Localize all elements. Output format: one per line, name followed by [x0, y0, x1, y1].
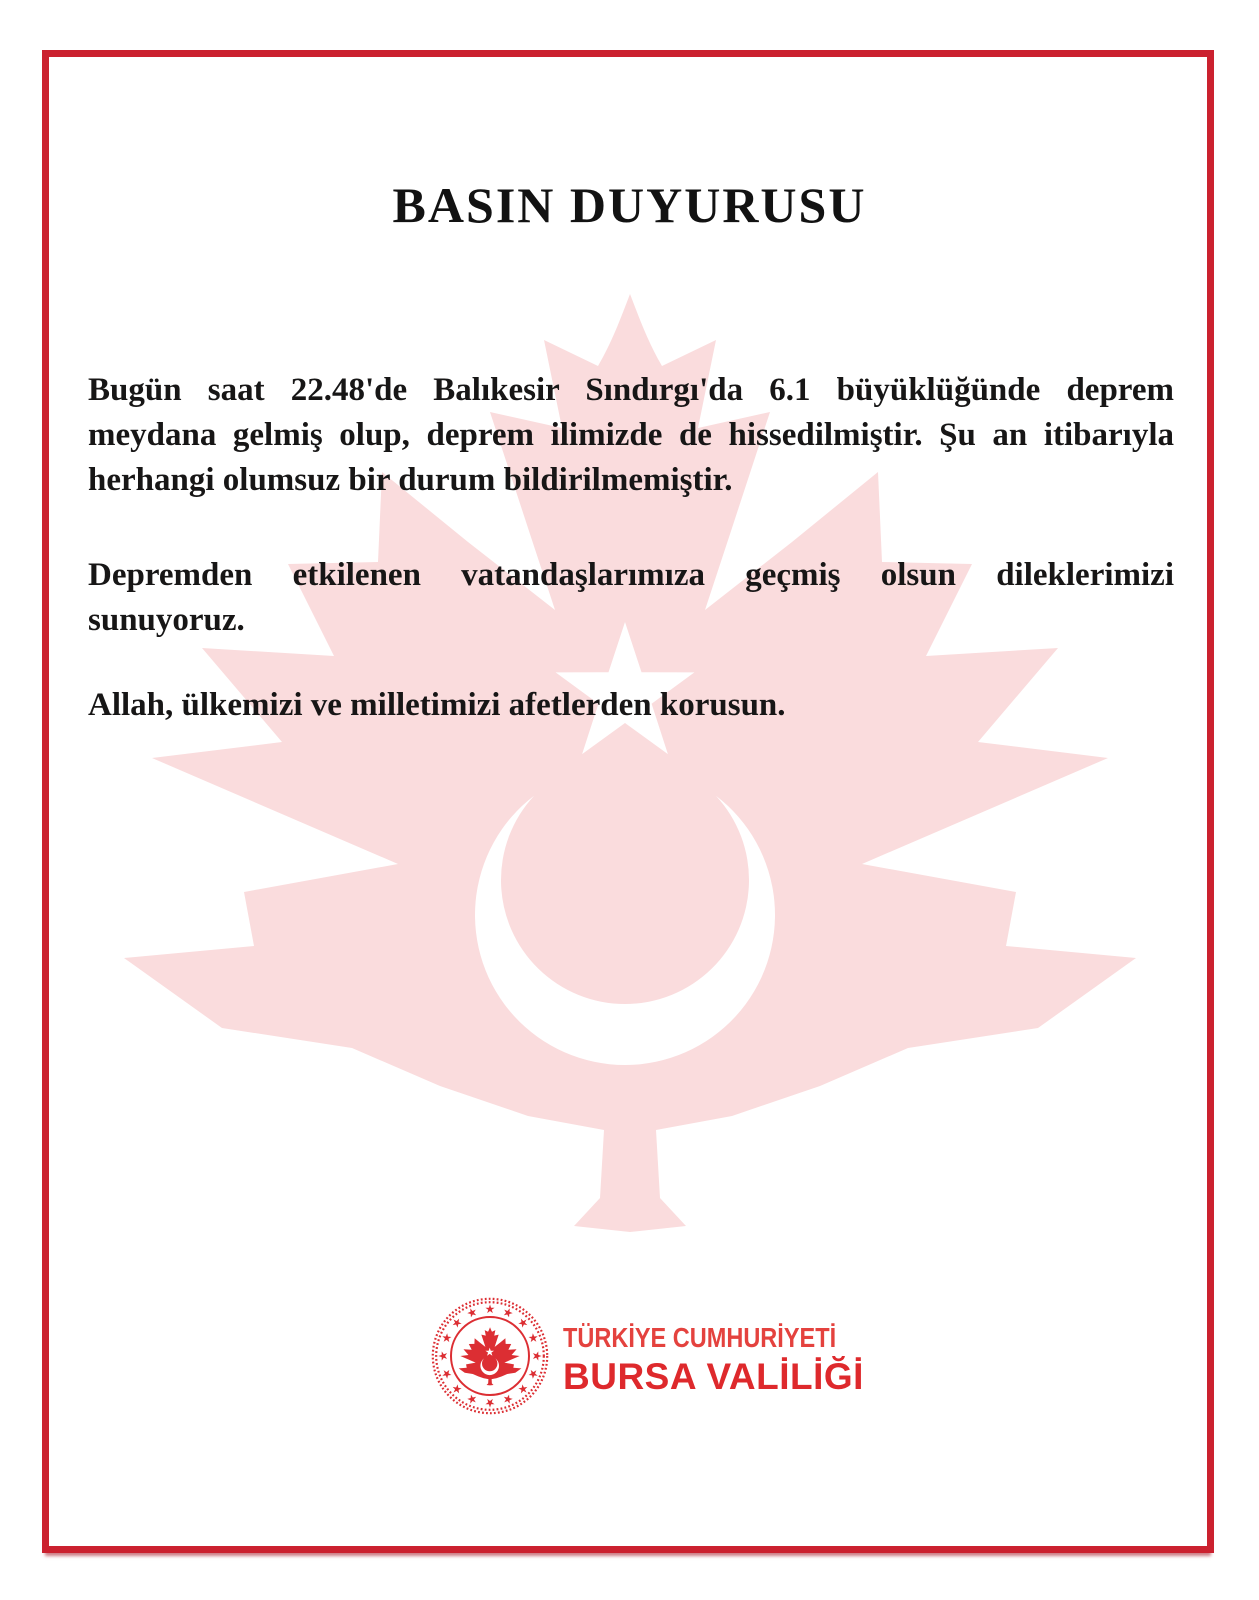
- logo-org-name: BURSA VALİLİĞİ: [563, 1356, 864, 1397]
- paragraph-condolence-wishes: Depremden etkilenen vatandaşlarımıza geçmiş olsun dileklerimizi sunuyoruz.: [88, 557, 1174, 639]
- footer-logo: [430, 1296, 888, 1416]
- paragraph-prayer: Allah, ülkemizi ve milletimizi afetlerden korusun.: [88, 687, 786, 724]
- paragraph-earthquake-info: Bugün saat 22.48'de Balıkesir Sındırgı'da 6.1 büyüklüğünde deprem meydana gelmiş olup, deprem ilimizde de hissedilmiştir. Şu an itibarıyla herhangi olumsuz bir durum bildirilmemiştir.: [88, 372, 1174, 499]
- document-title: BASIN DUYURUSU: [392, 177, 867, 233]
- logo-text-block: [563, 1314, 888, 1398]
- logo-org-country: TÜRKİYE CUMHURİYETİ: [563, 1322, 837, 1353]
- announcement-body: [88, 368, 1174, 728]
- emblem-leaf: [459, 1327, 522, 1385]
- government-emblem-icon: [430, 1296, 550, 1416]
